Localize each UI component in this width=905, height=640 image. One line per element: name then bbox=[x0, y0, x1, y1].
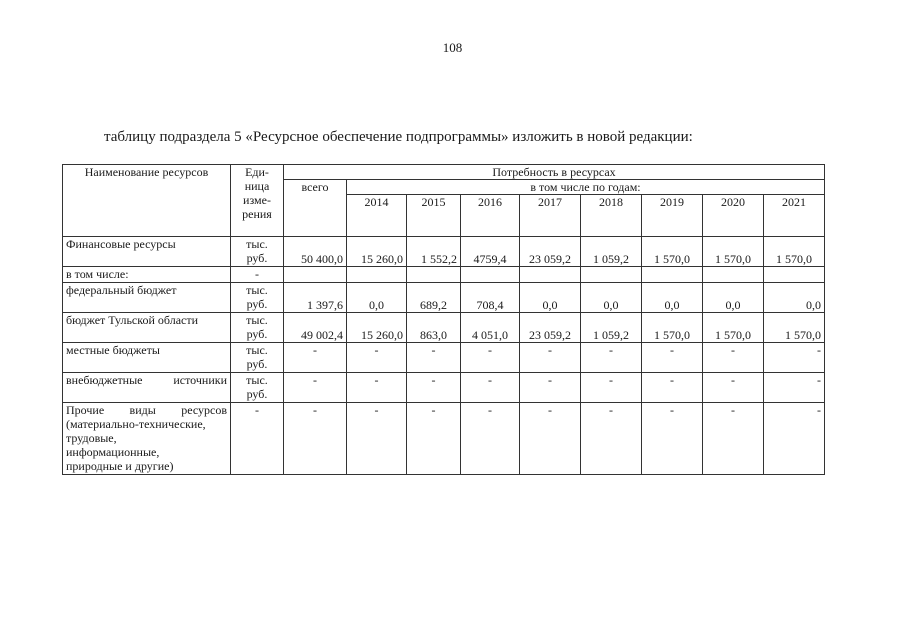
row-unit: - bbox=[231, 267, 284, 283]
row-value: - bbox=[407, 373, 461, 403]
row-total: 49 002,4 bbox=[284, 313, 347, 343]
row-total: - bbox=[284, 373, 347, 403]
row-unit: тыс. руб. bbox=[231, 313, 284, 343]
header-unit: Еди- ница изме- рения bbox=[231, 165, 284, 237]
resources-table bbox=[62, 164, 825, 475]
row-value: - bbox=[407, 343, 461, 373]
row-value: 4 051,0 bbox=[461, 313, 520, 343]
row-value: 0,0 bbox=[581, 283, 642, 313]
header-total: всего bbox=[284, 180, 347, 237]
row-value: - bbox=[347, 343, 407, 373]
row-value: 1 570,0 bbox=[703, 313, 764, 343]
row-value: - bbox=[642, 403, 703, 475]
row-value: - bbox=[520, 403, 581, 475]
row-value: 23 059,2 bbox=[520, 237, 581, 267]
row-value: - bbox=[764, 343, 825, 373]
row-value: - bbox=[407, 403, 461, 475]
table-row bbox=[63, 403, 825, 475]
row-value: 0,0 bbox=[520, 283, 581, 313]
row-value: - bbox=[703, 373, 764, 403]
row-value: - bbox=[461, 343, 520, 373]
row-value: 1 570,0 bbox=[642, 313, 703, 343]
year-2017: 2017 bbox=[520, 195, 581, 237]
table-row bbox=[63, 373, 825, 403]
row-value: - bbox=[347, 373, 407, 403]
row-value: 863,0 bbox=[407, 313, 461, 343]
row-name: местные бюджеты bbox=[63, 343, 231, 373]
row-name: в том числе: bbox=[63, 267, 231, 283]
row-value: - bbox=[764, 373, 825, 403]
table-row bbox=[63, 237, 825, 267]
row-value: 0,0 bbox=[642, 283, 703, 313]
row-total: - bbox=[284, 403, 347, 475]
table-row bbox=[63, 343, 825, 373]
row-value: 1 552,2 bbox=[407, 237, 461, 267]
year-2016: 2016 bbox=[461, 195, 520, 237]
row-value: - bbox=[347, 403, 407, 475]
row-value: - bbox=[520, 373, 581, 403]
row-name: Финансовые ресурсы bbox=[63, 237, 231, 267]
row-value: 1 570,0 bbox=[764, 237, 825, 267]
table-row bbox=[63, 267, 825, 283]
row-value: 0,0 bbox=[347, 283, 407, 313]
row-value: - bbox=[520, 343, 581, 373]
row-name: федеральный бюджет bbox=[63, 283, 231, 313]
row-value: - bbox=[581, 343, 642, 373]
year-2014: 2014 bbox=[347, 195, 407, 237]
row-total: 1 397,6 bbox=[284, 283, 347, 313]
row-unit: - bbox=[231, 403, 284, 475]
intro-text: таблицу подраздела 5 «Ресурсное обеспечение подпрограммы» изложить в новой редакции: bbox=[104, 129, 693, 145]
row-unit: тыс. руб. bbox=[231, 237, 284, 267]
page-number: 108 bbox=[442, 40, 463, 55]
row-value: 0,0 bbox=[703, 283, 764, 313]
header-by-years: в том числе по годам: bbox=[347, 180, 825, 195]
year-2018: 2018 bbox=[581, 195, 642, 237]
row-value: - bbox=[461, 403, 520, 475]
row-value: 1 570,0 bbox=[764, 313, 825, 343]
row-value: - bbox=[581, 403, 642, 475]
row-name: Прочие виды ресурсов (материально-технические, трудовые, информационные, природные и другие) bbox=[63, 403, 231, 475]
row-value: 23 059,2 bbox=[520, 313, 581, 343]
row-value: 689,2 bbox=[407, 283, 461, 313]
table-row bbox=[63, 313, 825, 343]
year-2019: 2019 bbox=[642, 195, 703, 237]
row-unit: тыс. руб. bbox=[231, 343, 284, 373]
year-2021: 2021 bbox=[764, 195, 825, 237]
year-2020: 2020 bbox=[703, 195, 764, 237]
row-value: 708,4 bbox=[461, 283, 520, 313]
row-value: 0,0 bbox=[764, 283, 825, 313]
row-value: 1 059,2 bbox=[581, 313, 642, 343]
row-value: - bbox=[703, 343, 764, 373]
header-name: Наименование ресурсов bbox=[63, 165, 231, 237]
row-value: 1 570,0 bbox=[703, 237, 764, 267]
row-name: бюджет Тульской области bbox=[63, 313, 231, 343]
row-value: - bbox=[461, 373, 520, 403]
row-unit: тыс. руб. bbox=[231, 283, 284, 313]
row-value: - bbox=[703, 403, 764, 475]
table-row bbox=[63, 283, 825, 313]
row-name: внебюджетные источники bbox=[63, 373, 231, 403]
row-value: - bbox=[764, 403, 825, 475]
row-value: 15 260,0 bbox=[347, 313, 407, 343]
row-total: 50 400,0 bbox=[284, 237, 347, 267]
row-total: - bbox=[284, 343, 347, 373]
row-value: 1 570,0 bbox=[642, 237, 703, 267]
row-value: 1 059,2 bbox=[581, 237, 642, 267]
row-value: - bbox=[642, 343, 703, 373]
row-value: - bbox=[642, 373, 703, 403]
header-need: Потребность в ресурсах bbox=[284, 165, 825, 180]
row-value: 15 260,0 bbox=[347, 237, 407, 267]
row-unit: тыс. руб. bbox=[231, 373, 284, 403]
year-2015: 2015 bbox=[407, 195, 461, 237]
row-value: - bbox=[581, 373, 642, 403]
row-value: 4759,4 bbox=[461, 237, 520, 267]
